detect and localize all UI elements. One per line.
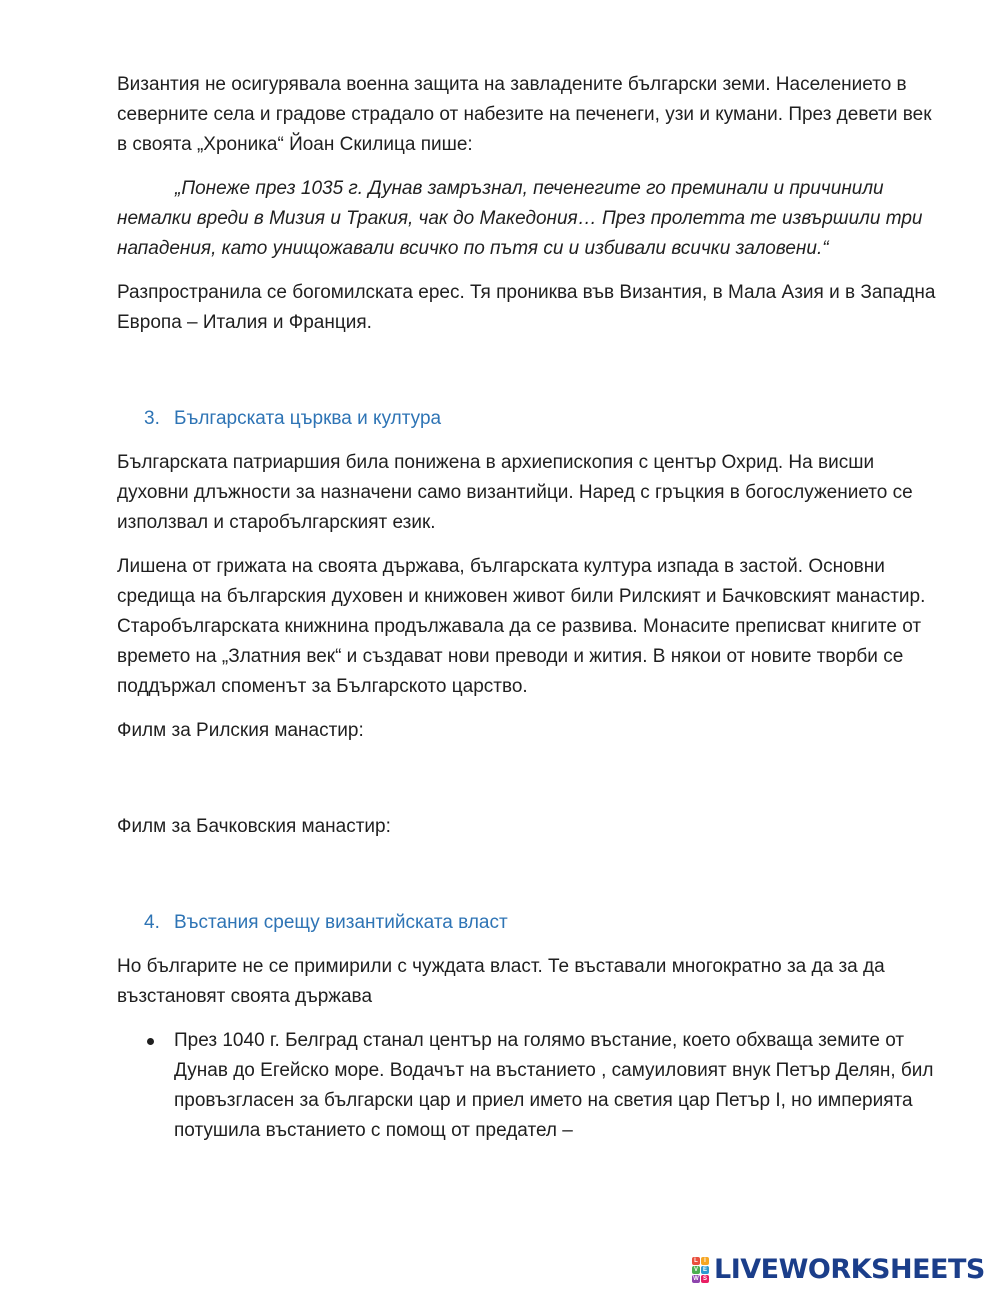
culture-paragraph: Лишена от грижата на своята държава, българската култура изпада в застой. Основни средища на българския духовен и книжовен живот били Рилският и Бачковският манастир. Старобългарската книжнина продължавала да се развива. Монасите преписват книгите от времето на „Златния век“ и създават нови преводи и жития. В някои от новите творби се поддържал споменът за Българското царство. [117, 556, 926, 697]
intro-paragraph: Византия не осигурявала военна защита на завладените български земи. Населението в северните села и градове страдало от набезите на печенеги, узи и кумани. През девети век в своята „Хроника“ Йоан Скилица пише: [117, 74, 932, 155]
chronicle-quote: „Понеже през 1035 г. Дунав замръзнал, печенегите го преминали и причинили немалки вреди в Мизия и Тракия, чак до Македония… През пролетта те извършили три нападения, като унищожавали всичко по пътя си и избивали всички заловени.“ [117, 178, 923, 259]
uprisings-paragraph: Но българите не се примирили с чуждата власт. Те въставали многократно за да за да възстановят своята държава [117, 956, 885, 1007]
section-4-number: 4. [144, 912, 160, 933]
list-item-text: През 1040 г. Белград станал център на голямо въстание, което обхваща земите от Дунав до Егейско море. Водачът на въстанието , самуиловият внук Петър Делян, бил провъзгласен за български цар и приел името на светия цар Петър I, но империята потушила въстанието с помощ от предател – [174, 1030, 934, 1141]
logo-text: LIVEWORKSHEETS [714, 1254, 985, 1285]
logo-mark-cell: W [693, 1275, 699, 1282]
logo-mark-cell: I [701, 1257, 709, 1265]
section-3-title: Българската църква и култура [174, 408, 442, 429]
bogomil-paragraph: Разпространила се богомилската ерес. Тя прониква във Византия, в Мала Азия и в Западна Европа – Италия и Франция. [117, 282, 936, 333]
logo-mark-cell: E [702, 1266, 707, 1273]
section-3-number: 3. [144, 408, 160, 429]
uprisings-list [117, 1026, 937, 1146]
bullet-icon [147, 1038, 154, 1045]
logo-mark-icon [692, 1257, 710, 1283]
section-4-title: Въстания срещу византийската власт [174, 912, 508, 933]
bachkovo-film-label: Филм за Бачковския манастир: [117, 816, 391, 837]
section-3-heading [144, 404, 937, 434]
section-4-heading [144, 908, 937, 938]
logo-mark-cell: L [692, 1257, 700, 1265]
liveworksheets-logo [692, 1254, 985, 1285]
list-item [117, 1026, 937, 1146]
logo-mark-cell: V [693, 1266, 698, 1273]
logo-mark-cell: S [702, 1275, 707, 1282]
rila-film-label: Филм за Рилския манастир: [117, 720, 364, 741]
church-paragraph: Българската патриаршия била понижена в архиепископия с център Охрид. На висши духовни длъжности за назначени само византийци. Наред с гръцкия в богослужението се използвал и старобългарският език. [117, 452, 913, 533]
document-page [117, 70, 937, 1146]
